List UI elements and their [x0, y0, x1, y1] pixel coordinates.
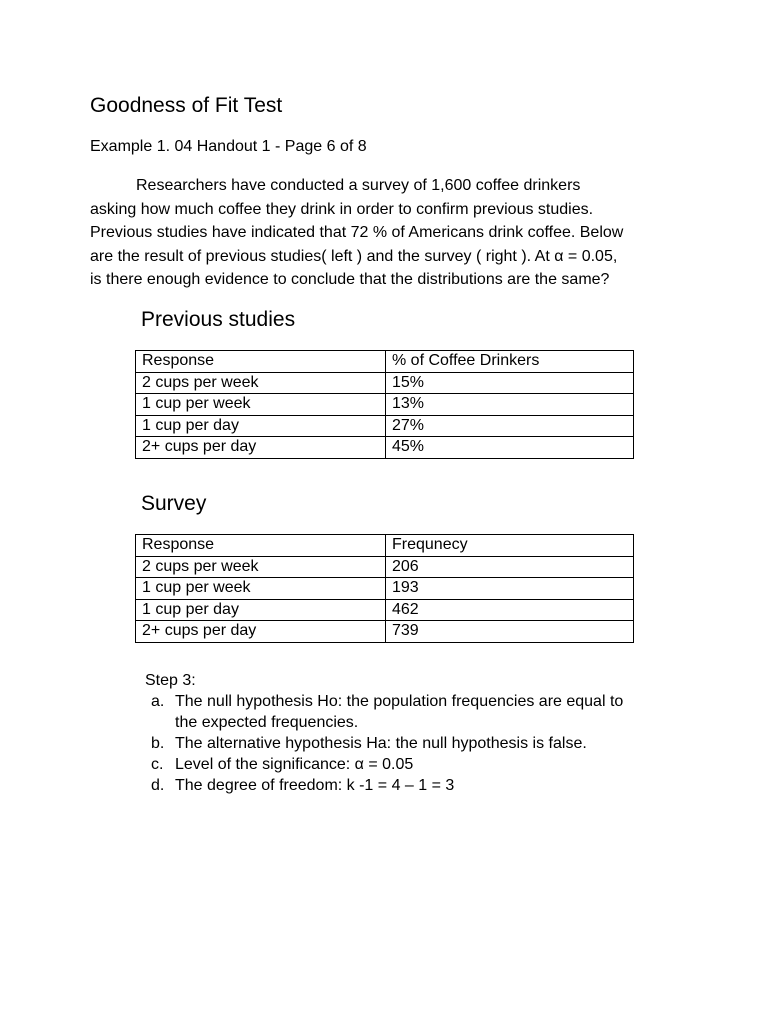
table-cell: 1 cup per day	[136, 599, 386, 621]
intro-line: Previous studies have indicated that 72 % of Americans drink coffee. Below	[90, 224, 624, 241]
table-header-cell: Response	[136, 351, 386, 373]
survey-title: Survey	[141, 492, 207, 515]
intro-paragraph	[90, 174, 680, 292]
list-item	[145, 733, 623, 754]
table-row	[136, 621, 634, 643]
table-header-cell: Response	[136, 535, 386, 557]
table-cell: 1 cup per day	[136, 415, 386, 437]
list-item-text: the expected frequencies.	[175, 714, 359, 731]
list-item-text: The alternative hypothesis Ha: the null hypothesis is false.	[175, 735, 587, 752]
list-item-text: The null hypothesis Ho: the population frequencies are equal to	[175, 693, 624, 710]
table-header-cell: Frequnecy	[386, 535, 634, 557]
previous-studies-table	[135, 350, 634, 459]
previous-studies-title: Previous studies	[141, 308, 296, 331]
table-cell: 1 cup per week	[136, 578, 386, 600]
list-item	[145, 754, 623, 775]
list-marker: a.	[151, 693, 165, 710]
table-row	[136, 415, 634, 437]
table-cell: 206	[386, 556, 634, 578]
table-cell: 1 cup per week	[136, 394, 386, 416]
intro-line: are the result of previous studies( left ) and the survey ( right ). At α = 0.05,	[90, 247, 618, 265]
list-item-text: Level of the significance: α = 0.05	[175, 756, 414, 773]
table-cell: 27%	[386, 415, 634, 437]
intro-line: asking how much coffee they drink in order to confirm previous studies.	[90, 200, 594, 218]
table-cell: 2+ cups per day	[136, 437, 386, 459]
table-cell: 45%	[386, 437, 634, 459]
table-header-row	[136, 351, 634, 373]
table-header-row	[136, 535, 634, 557]
document-subtitle: Example 1. 04 Handout 1 - Page 6 of 8	[90, 138, 367, 155]
list-item	[145, 775, 623, 796]
table-row	[136, 372, 634, 394]
document-title: Goodness of Fit Test	[90, 94, 283, 117]
table-cell: 2+ cups per day	[136, 621, 386, 643]
step-section	[145, 670, 623, 796]
list-item-text: The degree of freedom: k -1 = 4 – 1 = 3	[175, 777, 455, 794]
table-row	[136, 394, 634, 416]
step-list	[145, 691, 623, 796]
table-cell: 15%	[386, 372, 634, 394]
list-item	[145, 691, 623, 733]
table-row	[136, 437, 634, 459]
table-cell: 2 cups per week	[136, 556, 386, 578]
intro-line: is there enough evidence to conclude that the distributions are the same?	[90, 271, 610, 288]
table-cell: 2 cups per week	[136, 372, 386, 394]
table-cell: 462	[386, 599, 634, 621]
table-row	[136, 578, 634, 600]
list-marker: d.	[151, 777, 165, 794]
table-header-cell: % of Coffee Drinkers	[386, 351, 634, 373]
table-row	[136, 599, 634, 621]
survey-table	[135, 534, 634, 643]
table-cell: 13%	[386, 394, 634, 416]
step-heading: Step 3:	[145, 672, 196, 689]
table-row	[136, 556, 634, 578]
table-cell: 739	[386, 621, 634, 643]
list-marker: c.	[151, 756, 164, 773]
list-marker: b.	[151, 735, 165, 752]
intro-line: Researchers have conducted a survey of 1,600 coffee drinkers	[136, 177, 581, 194]
table-cell: 193	[386, 578, 634, 600]
